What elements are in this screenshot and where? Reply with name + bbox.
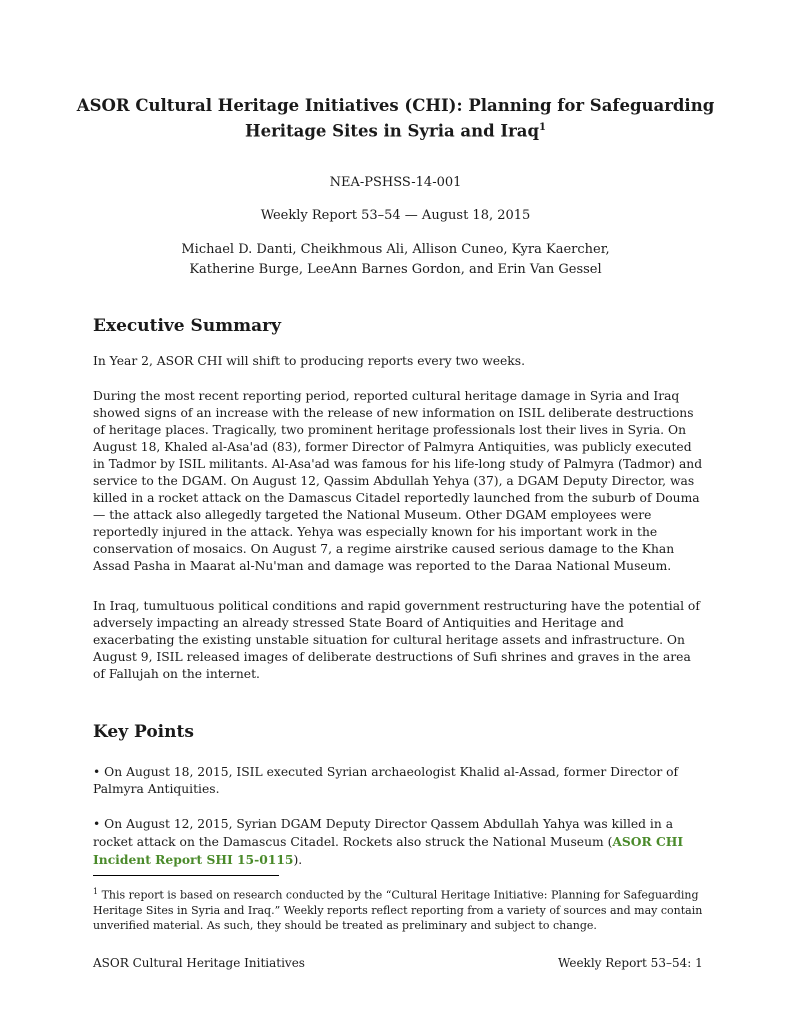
summary-paragraph-3: In Iraq, tumultuous political conditions and rapid government restructuring have the potential of adversely impacting an already stressed State Board of Antiquities and Heritage and exacerbating the existing unstable situation for cultural heritage assets and infrastructure. On August 9, ISIL released images of deliberate destructions of Sufi shrines and graves in the area of Fallujah on the internet. [93,599,700,681]
footnote-marker: 1 [93,887,99,896]
footer-left: ASOR Cultural Heritage Initiatives [93,956,305,970]
footer-right: Weekly Report 53–54: 1 [558,956,703,970]
footnote-divider [93,875,279,876]
key-point-2-end: ). [293,853,303,867]
executive-summary-heading: Executive Summary [93,316,282,336]
footnote-text: This report is based on research conducted by the “Cultural Heritage Initiative: Planning for Safeguarding Heritage Sites in Syria and Iraq.” Weekly reports reflect reporting from a variety of sources and may contain unverified material. As such, they should be treated as preliminary and subject to change. [93,888,703,932]
authors [60,240,731,280]
authors-line-1: Michael D. Danti, Cheikhmous Ali, Allison Cuneo, Kyra Kaercher, [181,242,610,257]
title-line-1: ASOR Cultural Heritage Initiatives (CHI): Planning for Safeguarding [76,96,715,115]
title-footnote-ref[interactable]: 1 [539,122,546,133]
title-line-2: Heritage Sites in Syria and Iraq [245,121,540,141]
key-point-2-text: • On August 12, 2015, Syrian DGAM Deputy Director Qassem Abdullah Yahya was killed in a rocket attack on the Damascus Citadel. Rockets also struck the National Museum ( [93,817,674,849]
footnote [93,884,705,933]
report-line: Weekly Report 53–54 — August 18, 2015 [260,208,531,223]
key-points-heading: Key Points [93,722,194,742]
key-point-1: • On August 18, 2015, ISIL executed Syrian archaeologist Khalid al-Assad, former Director of Palmyra Antiquities. [93,765,679,796]
authors-line-2: Katherine Burge, LeeAnn Barnes Gordon, and Erin Van Gessel [189,262,602,277]
incident-report-link[interactable]: ASOR CHI Incident Report SHI 15-0115 [93,834,684,867]
summary-paragraph-2: During the most recent reporting period, reported cultural heritage damage in Syria and Iraq showed signs of an increase with the release of new information on ISIL deliberate destructions of heritage places. Tragically, two prominent heritage professionals lost their lives in Syria. On August 18, Khaled al-Asa'ad (83), former Director of Palmyra Antiquities, was publicly executed in Tadmor by ISIL militants. Al-Asa'ad was famous for his life-long study of Palmyra (Tadmor) and service to the DGAM. On August 12, Qassim Abdullah Yehya (37), a DGAM Deputy Director, was killed in a rocket attack on the Damascus Citadel reportedly launched from the suburb of Douma — the attack also allegedly targeted the National Museum. Other DGAM employees were reportedly injured in the attack. Yehya was especially known for his important work in the conservation of mosaics. On August 7, a regime airstrike caused serious damage to the Khan Assad Pasha in Maarat al-Nu'man and damage was reported to the Daraa National Museum. [93,389,703,573]
summary-paragraph-1: In Year 2, ASOR CHI will shift to producing reports every two weeks. [93,354,525,368]
key-point-2 [93,816,703,869]
document-title [60,95,731,143]
grant-number: NEA-PSHSS-14-001 [329,175,462,190]
